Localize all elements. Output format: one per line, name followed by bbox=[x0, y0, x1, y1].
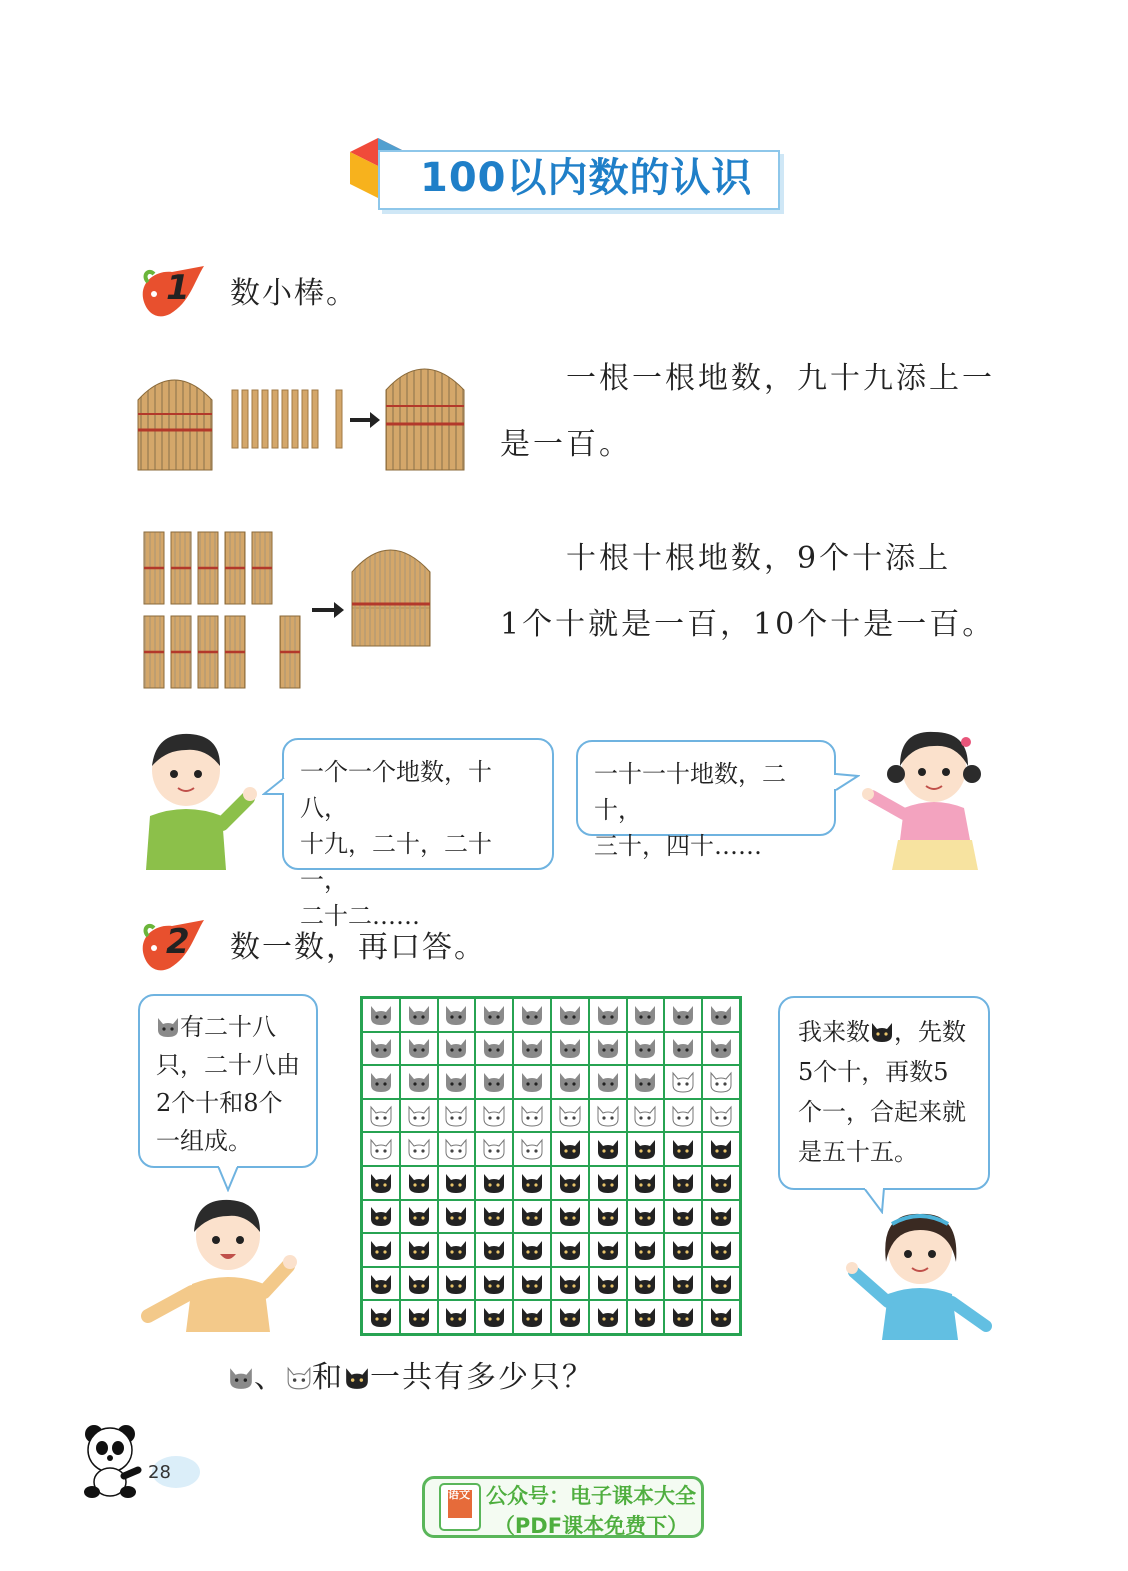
grid-cell bbox=[589, 1166, 627, 1200]
grid-cell bbox=[627, 1065, 665, 1099]
section-1-heading: 数小棒。 bbox=[230, 276, 358, 311]
black-cat-icon bbox=[709, 1204, 733, 1228]
bubble-right-line1: 一十一十地数，二十， bbox=[594, 760, 786, 824]
gray-cat-icon bbox=[407, 1003, 431, 1027]
bubble-left-line2: 十九，二十，二十一， bbox=[300, 830, 492, 894]
gray-cat-icon bbox=[156, 1016, 180, 1038]
gray-cat-icon bbox=[596, 1003, 620, 1027]
grid-cell bbox=[475, 1200, 513, 1234]
black-cat-icon bbox=[596, 1272, 620, 1296]
question-text: 一共有多少只？ bbox=[370, 1360, 594, 1395]
black-cat-icon bbox=[369, 1204, 393, 1228]
black-cat-icon bbox=[520, 1204, 544, 1228]
black-cat-icon bbox=[482, 1171, 506, 1195]
boy-plaid-shirt-illustration bbox=[136, 728, 260, 870]
grid-cell bbox=[702, 1132, 740, 1166]
white-cat-icon bbox=[520, 1137, 544, 1161]
black-cat-icon bbox=[482, 1204, 506, 1228]
grid-cell bbox=[400, 1233, 438, 1267]
grid-cell bbox=[475, 1300, 513, 1334]
bubble-left-line1: 一个一个地数，十八， bbox=[300, 758, 492, 822]
speech-bubble-count-ones bbox=[282, 738, 554, 930]
gray-cat-icon bbox=[369, 1036, 393, 1060]
white-cat-icon bbox=[596, 1104, 620, 1128]
black-cat-icon bbox=[369, 1171, 393, 1195]
grid-cell bbox=[438, 1166, 476, 1200]
grid-cell bbox=[664, 1166, 702, 1200]
black-cat-icon bbox=[596, 1204, 620, 1228]
white-cat-icon bbox=[671, 1070, 695, 1094]
gray-cat-icon bbox=[369, 1003, 393, 1027]
grid-cell bbox=[551, 1233, 589, 1267]
black-cat-icon bbox=[596, 1305, 620, 1329]
bubble-left-line3: 二十二…… bbox=[300, 902, 420, 930]
grid-cell bbox=[664, 1200, 702, 1234]
gray-cat-icon bbox=[558, 1070, 582, 1094]
grid-cell bbox=[438, 1065, 476, 1099]
bubble-black-line1b: ，先数 bbox=[894, 1018, 966, 1046]
black-cat-icon bbox=[633, 1272, 657, 1296]
black-cat-icon bbox=[558, 1238, 582, 1262]
hundred-sticks-illustration bbox=[134, 350, 474, 476]
white-cat-icon bbox=[369, 1137, 393, 1161]
grid-cell bbox=[702, 1233, 740, 1267]
black-cat-icon bbox=[709, 1272, 733, 1296]
footer-line2: （PDF课本免费下） bbox=[493, 1514, 689, 1538]
grid-cell bbox=[362, 1300, 400, 1334]
black-cat-icon bbox=[633, 1305, 657, 1329]
grid-cell bbox=[400, 1065, 438, 1099]
grid-cell bbox=[438, 1200, 476, 1234]
grid-cell bbox=[438, 1300, 476, 1334]
grid-cell bbox=[627, 1267, 665, 1301]
bubble-tail bbox=[262, 776, 286, 800]
page-number: 28 bbox=[148, 1462, 171, 1483]
grid-cell bbox=[513, 1300, 551, 1334]
section-2-heading: 数一数，再口答。 bbox=[230, 930, 486, 965]
gray-cat-icon bbox=[596, 1036, 620, 1060]
section-1-number: 1 bbox=[166, 268, 190, 308]
white-cat-icon bbox=[633, 1104, 657, 1128]
grid-cell bbox=[438, 1267, 476, 1301]
grid-cell bbox=[438, 1032, 476, 1066]
grid-cell bbox=[400, 1300, 438, 1334]
grid-cell bbox=[362, 1132, 400, 1166]
grid-cell bbox=[551, 1065, 589, 1099]
grid-cell bbox=[362, 998, 400, 1032]
white-cat-icon bbox=[671, 1104, 695, 1128]
grid-cell bbox=[589, 1032, 627, 1066]
grid-cell bbox=[400, 1200, 438, 1234]
footer-line1: 公众号：电子课本大全 bbox=[486, 1484, 696, 1508]
gray-cat-icon bbox=[709, 1003, 733, 1027]
gray-cat-icon bbox=[558, 1003, 582, 1027]
black-cat-icon bbox=[369, 1305, 393, 1329]
speech-bubble-black-cats bbox=[778, 996, 990, 1190]
black-cat-icon bbox=[870, 1021, 894, 1043]
gray-cat-icon bbox=[633, 1070, 657, 1094]
question-and: 和 bbox=[312, 1360, 344, 1395]
gray-cat-icon bbox=[520, 1036, 544, 1060]
grid-cell bbox=[589, 998, 627, 1032]
grid-cell bbox=[362, 1233, 400, 1267]
ten-bundles-illustration bbox=[140, 528, 440, 692]
grid-cell bbox=[551, 1032, 589, 1066]
white-cat-icon bbox=[407, 1137, 431, 1161]
black-cat-icon bbox=[558, 1137, 582, 1161]
grid-cell bbox=[627, 1233, 665, 1267]
grid-cell bbox=[475, 1267, 513, 1301]
grid-cell bbox=[627, 1132, 665, 1166]
grid-cell bbox=[438, 1233, 476, 1267]
grid-cell bbox=[362, 1065, 400, 1099]
grid-cell bbox=[702, 1065, 740, 1099]
gray-cat-icon bbox=[444, 1003, 468, 1027]
gray-cat-icon bbox=[482, 1036, 506, 1060]
row1-text bbox=[500, 346, 1000, 478]
black-cat-icon bbox=[369, 1272, 393, 1296]
black-cat-icon bbox=[709, 1305, 733, 1329]
gray-cat-icon bbox=[558, 1036, 582, 1060]
black-cat-icon bbox=[444, 1238, 468, 1262]
gray-cat-icon bbox=[596, 1070, 620, 1094]
grid-cell bbox=[589, 1233, 627, 1267]
grid-cell bbox=[702, 1300, 740, 1334]
grid-cell bbox=[702, 1166, 740, 1200]
girl-blue-jacket-illustration bbox=[846, 1206, 994, 1340]
gray-cat-icon bbox=[369, 1070, 393, 1094]
section-2-number: 2 bbox=[166, 922, 190, 962]
question-separator: 、 bbox=[254, 1360, 286, 1395]
row2-line2: 1个十就是一百，10个十是一百。 bbox=[500, 607, 996, 642]
white-cat-icon bbox=[286, 1366, 312, 1390]
grid-cell bbox=[551, 1267, 589, 1301]
black-cat-icon bbox=[444, 1204, 468, 1228]
bubble-gray-line3: 2个十和8个 bbox=[156, 1089, 283, 1117]
black-cat-icon bbox=[482, 1305, 506, 1329]
grid-cell bbox=[400, 1267, 438, 1301]
black-cat-icon bbox=[407, 1171, 431, 1195]
grid-cell bbox=[627, 1099, 665, 1133]
black-cat-icon bbox=[369, 1238, 393, 1262]
black-cat-icon bbox=[596, 1137, 620, 1161]
grid-cell bbox=[400, 998, 438, 1032]
black-cat-icon bbox=[671, 1204, 695, 1228]
cat-grid bbox=[360, 996, 742, 1336]
grid-cell bbox=[664, 1233, 702, 1267]
black-cat-icon bbox=[482, 1272, 506, 1296]
grid-cell bbox=[589, 1099, 627, 1133]
speech-bubble-count-tens bbox=[576, 740, 836, 860]
question-line bbox=[228, 1358, 594, 1398]
grid-cell bbox=[551, 1166, 589, 1200]
black-cat-icon bbox=[633, 1238, 657, 1262]
white-cat-icon bbox=[558, 1104, 582, 1128]
grid-cell bbox=[551, 1099, 589, 1133]
grid-cell bbox=[627, 998, 665, 1032]
row1-line1: 一根一根地数，九十九添上一 bbox=[566, 361, 995, 396]
bubble-gray-line4: 一组成。 bbox=[156, 1127, 252, 1155]
black-cat-icon bbox=[444, 1171, 468, 1195]
black-cat-icon bbox=[407, 1272, 431, 1296]
row2-line1: 十根十根地数，9个十添上 bbox=[566, 541, 952, 576]
gray-cat-icon bbox=[671, 1036, 695, 1060]
gray-cat-icon bbox=[444, 1070, 468, 1094]
grid-cell bbox=[438, 998, 476, 1032]
gray-cat-icon bbox=[633, 1036, 657, 1060]
grid-cell bbox=[438, 1099, 476, 1133]
grid-cell bbox=[475, 1099, 513, 1133]
white-cat-icon bbox=[520, 1104, 544, 1128]
grid-cell bbox=[627, 1200, 665, 1234]
gray-cat-icon bbox=[520, 1003, 544, 1027]
grid-cell bbox=[362, 1032, 400, 1066]
black-cat-icon bbox=[444, 1272, 468, 1296]
black-cat-icon bbox=[444, 1305, 468, 1329]
black-cat-icon bbox=[482, 1238, 506, 1262]
black-cat-icon bbox=[344, 1366, 370, 1390]
black-cat-icon bbox=[633, 1137, 657, 1161]
black-cat-icon bbox=[558, 1204, 582, 1228]
bubble-tail bbox=[216, 1166, 242, 1192]
grid-cell bbox=[627, 1300, 665, 1334]
black-cat-icon bbox=[520, 1272, 544, 1296]
gray-cat-icon bbox=[671, 1003, 695, 1027]
black-cat-icon bbox=[407, 1238, 431, 1262]
gray-cat-icon bbox=[520, 1070, 544, 1094]
black-cat-icon bbox=[671, 1238, 695, 1262]
grid-cell bbox=[513, 1099, 551, 1133]
grid-cell bbox=[475, 998, 513, 1032]
grid-cell bbox=[702, 1200, 740, 1234]
black-cat-icon bbox=[671, 1137, 695, 1161]
grid-cell bbox=[664, 1032, 702, 1066]
gray-cat-icon bbox=[444, 1036, 468, 1060]
gray-cat-icon bbox=[482, 1070, 506, 1094]
black-cat-icon bbox=[709, 1238, 733, 1262]
grid-cell bbox=[589, 1200, 627, 1234]
grid-cell bbox=[664, 1300, 702, 1334]
grid-cell bbox=[362, 1099, 400, 1133]
grid-cell bbox=[702, 1032, 740, 1066]
grid-cell bbox=[664, 1099, 702, 1133]
white-cat-icon bbox=[407, 1104, 431, 1128]
black-cat-icon bbox=[520, 1305, 544, 1329]
black-cat-icon bbox=[558, 1272, 582, 1296]
grid-cell bbox=[551, 1132, 589, 1166]
black-cat-icon bbox=[520, 1238, 544, 1262]
grid-cell bbox=[664, 1267, 702, 1301]
black-cat-icon bbox=[596, 1238, 620, 1262]
black-cat-icon bbox=[633, 1171, 657, 1195]
grid-cell bbox=[362, 1267, 400, 1301]
panda-mascot-icon bbox=[80, 1424, 200, 1500]
gray-cat-icon bbox=[407, 1036, 431, 1060]
book-icon-label: 语文 bbox=[448, 1488, 470, 1501]
bubble-right-line2: 三十，四十…… bbox=[594, 832, 762, 860]
grid-cell bbox=[702, 1099, 740, 1133]
grid-cell bbox=[362, 1200, 400, 1234]
black-cat-icon bbox=[596, 1171, 620, 1195]
grid-cell bbox=[627, 1032, 665, 1066]
white-cat-icon bbox=[444, 1104, 468, 1128]
black-cat-icon bbox=[671, 1305, 695, 1329]
gray-cat-icon bbox=[633, 1003, 657, 1027]
bubble-tail bbox=[834, 772, 860, 796]
grid-cell bbox=[589, 1132, 627, 1166]
grid-cell bbox=[702, 998, 740, 1032]
bubble-black-line1a: 我来数 bbox=[798, 1018, 870, 1046]
black-cat-icon bbox=[407, 1204, 431, 1228]
girl-pink-sweater-illustration bbox=[860, 722, 996, 872]
white-cat-icon bbox=[444, 1137, 468, 1161]
grid-cell bbox=[513, 1200, 551, 1234]
black-cat-icon bbox=[671, 1171, 695, 1195]
black-cat-icon bbox=[633, 1204, 657, 1228]
grid-cell bbox=[475, 1233, 513, 1267]
grid-cell bbox=[513, 1267, 551, 1301]
grid-cell bbox=[513, 1032, 551, 1066]
grid-cell bbox=[513, 1065, 551, 1099]
boy-yellow-hoodie-illustration bbox=[138, 1192, 298, 1332]
grid-cell bbox=[513, 1233, 551, 1267]
gray-cat-icon bbox=[407, 1070, 431, 1094]
grid-cell bbox=[664, 1065, 702, 1099]
grid-cell bbox=[702, 1267, 740, 1301]
grid-cell bbox=[475, 1132, 513, 1166]
grid-cell bbox=[475, 1166, 513, 1200]
gray-cat-icon bbox=[709, 1036, 733, 1060]
black-cat-icon bbox=[558, 1171, 582, 1195]
bubble-gray-line2: 只，二十八由 bbox=[156, 1051, 300, 1079]
row2-text bbox=[500, 526, 1020, 658]
black-cat-icon bbox=[709, 1137, 733, 1161]
grid-cell bbox=[589, 1300, 627, 1334]
white-cat-icon bbox=[709, 1104, 733, 1128]
grid-cell bbox=[362, 1166, 400, 1200]
gray-cat-icon bbox=[228, 1366, 254, 1390]
page-title: 100以内数的认识 bbox=[420, 155, 753, 201]
grid-cell bbox=[400, 1032, 438, 1066]
grid-cell bbox=[513, 1166, 551, 1200]
white-cat-icon bbox=[482, 1104, 506, 1128]
grid-cell bbox=[513, 1132, 551, 1166]
grid-cell bbox=[475, 1065, 513, 1099]
grid-cell bbox=[664, 1132, 702, 1166]
grid-cell bbox=[627, 1166, 665, 1200]
grid-cell bbox=[551, 1300, 589, 1334]
bubble-gray-line1: 有二十八 bbox=[180, 1013, 276, 1041]
gray-cat-icon bbox=[482, 1003, 506, 1027]
grid-cell bbox=[400, 1099, 438, 1133]
grid-cell bbox=[589, 1267, 627, 1301]
row1-line2: 是一百。 bbox=[500, 427, 632, 462]
grid-cell bbox=[475, 1032, 513, 1066]
speech-bubble-gray-cats bbox=[138, 994, 318, 1168]
white-cat-icon bbox=[709, 1070, 733, 1094]
grid-cell bbox=[551, 998, 589, 1032]
black-cat-icon bbox=[709, 1171, 733, 1195]
grid-cell bbox=[551, 1200, 589, 1234]
grid-cell bbox=[664, 998, 702, 1032]
black-cat-icon bbox=[407, 1305, 431, 1329]
bubble-black-line4: 是五十五。 bbox=[798, 1138, 918, 1166]
grid-cell bbox=[400, 1166, 438, 1200]
bubble-black-line3: 个一，合起来就 bbox=[798, 1098, 966, 1126]
grid-cell bbox=[400, 1132, 438, 1166]
bubble-black-line2: 5个十，再数5 bbox=[798, 1058, 949, 1086]
black-cat-icon bbox=[520, 1171, 544, 1195]
grid-cell bbox=[589, 1065, 627, 1099]
black-cat-icon bbox=[671, 1272, 695, 1296]
grid-cell bbox=[513, 998, 551, 1032]
white-cat-icon bbox=[482, 1137, 506, 1161]
black-cat-icon bbox=[558, 1305, 582, 1329]
grid-cell bbox=[438, 1132, 476, 1166]
white-cat-icon bbox=[369, 1104, 393, 1128]
